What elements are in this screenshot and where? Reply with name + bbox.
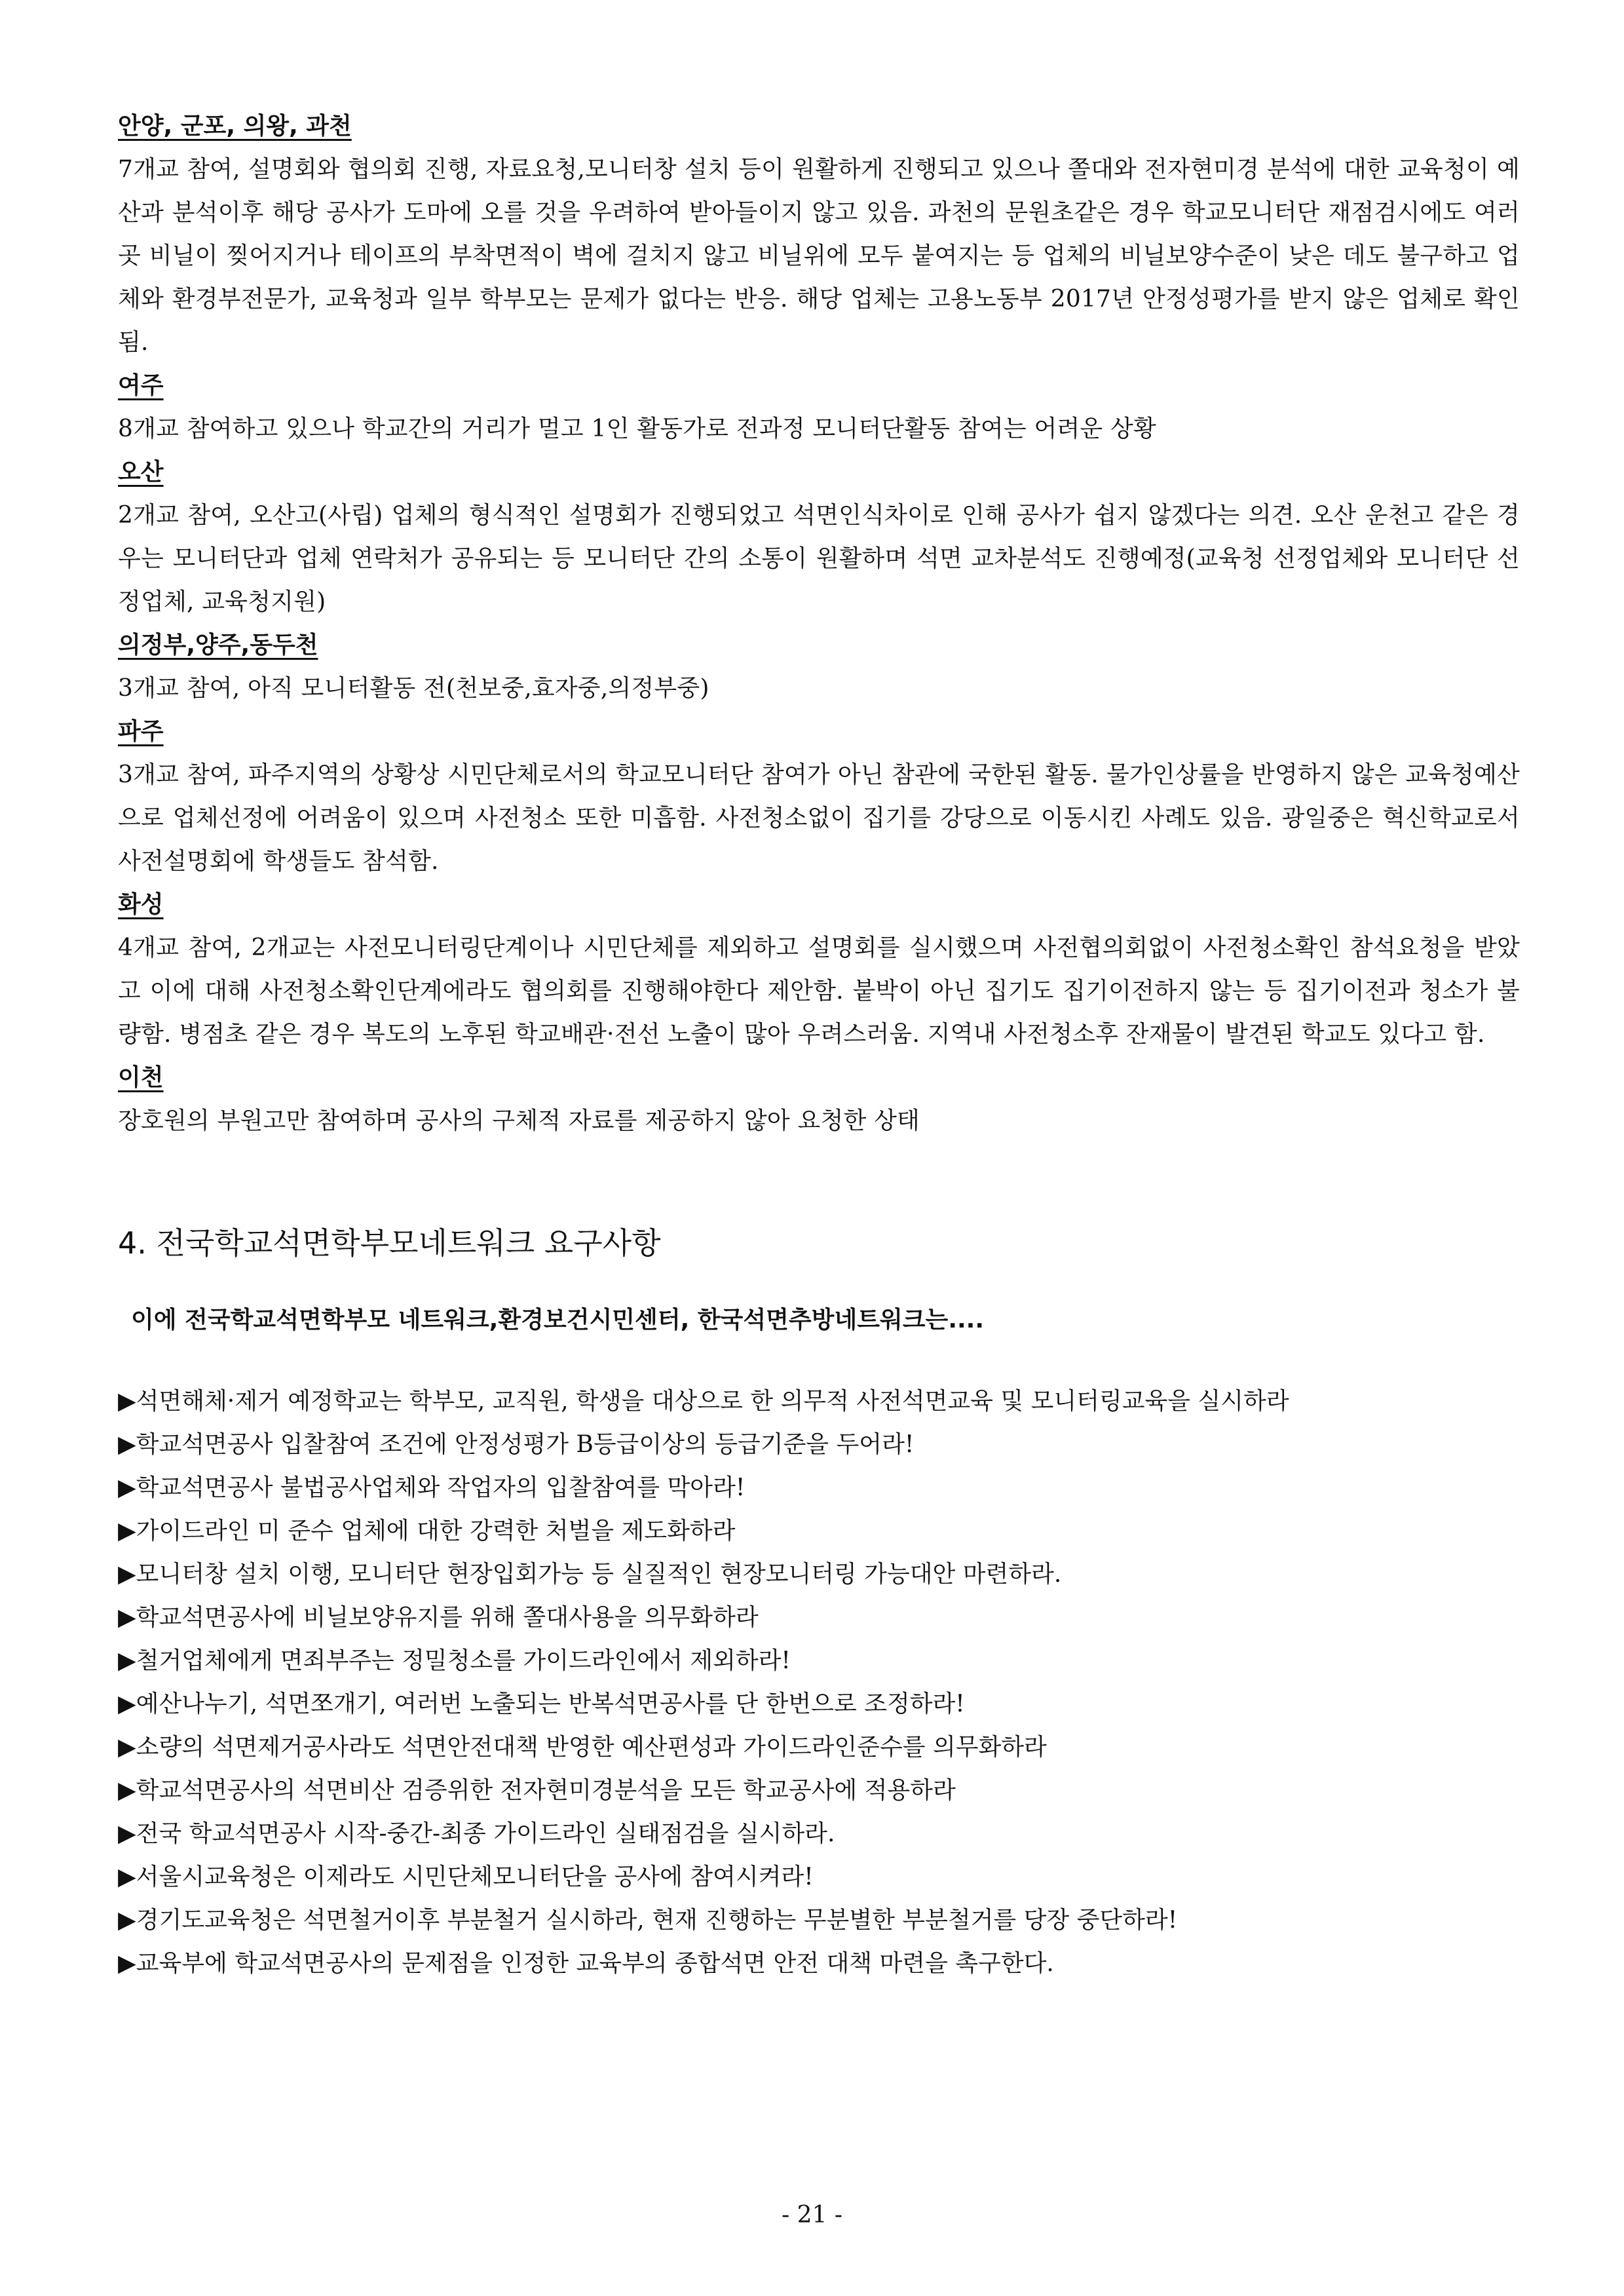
page-number: - 21 - <box>781 2202 843 2229</box>
region-heading: 파주 <box>118 718 164 745</box>
region-body: 7개교 참여, 설명회와 협의회 진행, 자료요청,모니터창 설치 등이 원활하게 진행되고 있으나 쫄대와 전자현미경 분석에 대한 교육청이 예산과 분석이후 해당 공사가 도마에 오를 것을 우려하여 받아들이지 않고 있음. 과천의 문원초같은 경우 학교모니터단 재점검시에도 여러 곳 비닐이 찢어지거나 테이프의 부착면적이 벽에 걸치지 않고 비닐위에 모두 붙여지는 등 업체의 비닐보양수준이 낮은 데도 불구하고 업체와 환경부전문가, 교육청과 일부 학부모는 문제가 없다는 반응. 해당 업체는 고용노동부 2017년 안정성평가를 받지 않은 업체로 확인됨. <box>118 156 1520 356</box>
region-heading: 오산 <box>118 459 164 486</box>
demand-item: ▶학교석면공사에 비닐보양유지를 위해 쫄대사용을 의무화하라 <box>118 1604 759 1631</box>
demand-item: ▶학교석면공사 입찰참여 조건에 안정성평가 B등급이상의 등급기준을 두어라! <box>118 1431 915 1458</box>
region-body: 3개교 참여, 파주지역의 상황상 시민단체로서의 학교모니터단 참여가 아닌 참관에 국한된 활동. 물가인상률을 반영하지 않은 교육청예산으로 업체선정에 어려움이 있으며 사전청소 또한 미흡함. 사전청소없이 집기를 강당으로 이동시킨 사례도 있음. 광일중은 혁신학교로서 사전설명회에 학생들도 참석함. <box>118 761 1520 875</box>
demand-item: ▶소량의 석면제거공사라도 석면안전대책 반영한 예산편성과 가이드라인준수를 의무화하라 <box>118 1734 1047 1761</box>
region-body: 8개교 참여하고 있으나 학교간의 거리가 멀고 1인 활동가로 전과정 모니터단활동 참여는 어려운 상황 <box>118 415 1156 442</box>
region-heading: 화성 <box>118 891 164 918</box>
demand-item: ▶학교석면공사 불법공사업체와 작업자의 입찰참여를 막아라! <box>118 1474 746 1501</box>
region-block-paju <box>118 710 1520 883</box>
demand-item: ▶학교석면공사의 석면비산 검증위한 전자현미경분석을 모든 학교공사에 적용하라 <box>118 1777 956 1804</box>
region-heading: 의정부,양주,동두천 <box>118 632 318 659</box>
region-block-yeoju <box>118 364 1520 451</box>
demand-item: ▶경기도교육청은 석면철거이후 부분철거 실시하라, 현재 진행하는 무분별한 부분철거를 당장 중단하라! <box>118 1907 1178 1934</box>
section-title: 4. 전국학교석면학부모네트워크 요구사항 <box>118 1225 661 1261</box>
demand-item: ▶교육부에 학교석면공사의 문제점을 인정한 교육부의 종합석면 안전 대책 마련을 촉구한다. <box>118 1950 1054 1977</box>
region-body: 4개교 참여, 2개교는 사전모니터링단계이나 시민단체를 제외하고 설명회를 실시했으며 사전협의회없이 사전청소확인 참석요청을 받았고 이에 대해 사전청소확인단계에라도 협의회를 진행해야한다 제안함. 붙박이 아닌 집기도 집기이전하지 않는 등 집기이전과 청소가 불량함. 병점초 같은 경우 복도의 노후된 학교배관·전선 노출이 많아 우려스러움. 지역내 사전청소후 잔재물이 발견된 학교도 있다고 함. <box>118 934 1520 1048</box>
region-body: 2개교 참여, 오산고(사립) 업체의 형식적인 설명회가 진행되었고 석면인식차이로 인해 공사가 쉽지 않겠다는 의견. 오산 운천고 같은 경우는 모니터단과 업체 연락처가 공유되는 등 모니터단 간의 소통이 원활하며 석면 교차분석도 진행예정(교육청 선정업체와 모니터단 선정업체, 교육청지원) <box>118 502 1520 615</box>
section-spacer <box>118 1143 1520 1220</box>
region-body: 3개교 참여, 아직 모니터활동 전(천보중,효자중,의정부중) <box>118 675 709 702</box>
region-heading: 안양, 군포, 의왕, 과천 <box>118 113 352 140</box>
demand-item: ▶철거업체에게 면죄부주는 정밀청소를 가이드라인에서 제외하라! <box>118 1647 791 1674</box>
region-block-anyang <box>118 105 1520 364</box>
region-block-hwaseong <box>118 883 1520 1056</box>
region-heading: 이천 <box>118 1064 164 1091</box>
demand-item: ▶서울시교육청은 이제라도 시민단체모니터단을 공사에 참여시켜라! <box>118 1864 814 1890</box>
section-intro: 이에 전국학교석면학부모 네트워크,환경보건시민센터, 한국석면추방네트워크는.... <box>131 1307 985 1333</box>
region-body: 장호원의 부원고만 참여하며 공사의 구체적 자료를 제공하지 않아 요청한 상태 <box>118 1107 920 1134</box>
region-block-osan <box>118 451 1520 624</box>
demand-item: ▶전국 학교석면공사 시작-중간-최종 가이드라인 실태점검을 실시하라. <box>118 1820 835 1847</box>
demand-item: ▶모니터창 설치 이행, 모니터단 현장입회가능 등 실질적인 현장모니터링 가능대안 마련하라. <box>118 1561 1062 1588</box>
region-heading: 여주 <box>118 372 164 399</box>
demands-list <box>118 1380 1520 1985</box>
demand-item: ▶예산나누기, 석면쪼개기, 여러번 노출되는 반복석면공사를 단 한번으로 조정하라! <box>118 1691 965 1717</box>
region-block-icheon <box>118 1056 1520 1143</box>
document-page <box>118 105 1520 1985</box>
region-block-uijeongbu <box>118 624 1520 710</box>
demand-item: ▶석면해체·제거 예정학교는 학부모, 교직원, 학생을 대상으로 한 의무적 사전석면교육 및 모니터링교육을 실시하라 <box>118 1388 1289 1415</box>
demand-item: ▶가이드라인 미 준수 업체에 대한 강력한 처벌을 제도화하라 <box>118 1518 736 1544</box>
